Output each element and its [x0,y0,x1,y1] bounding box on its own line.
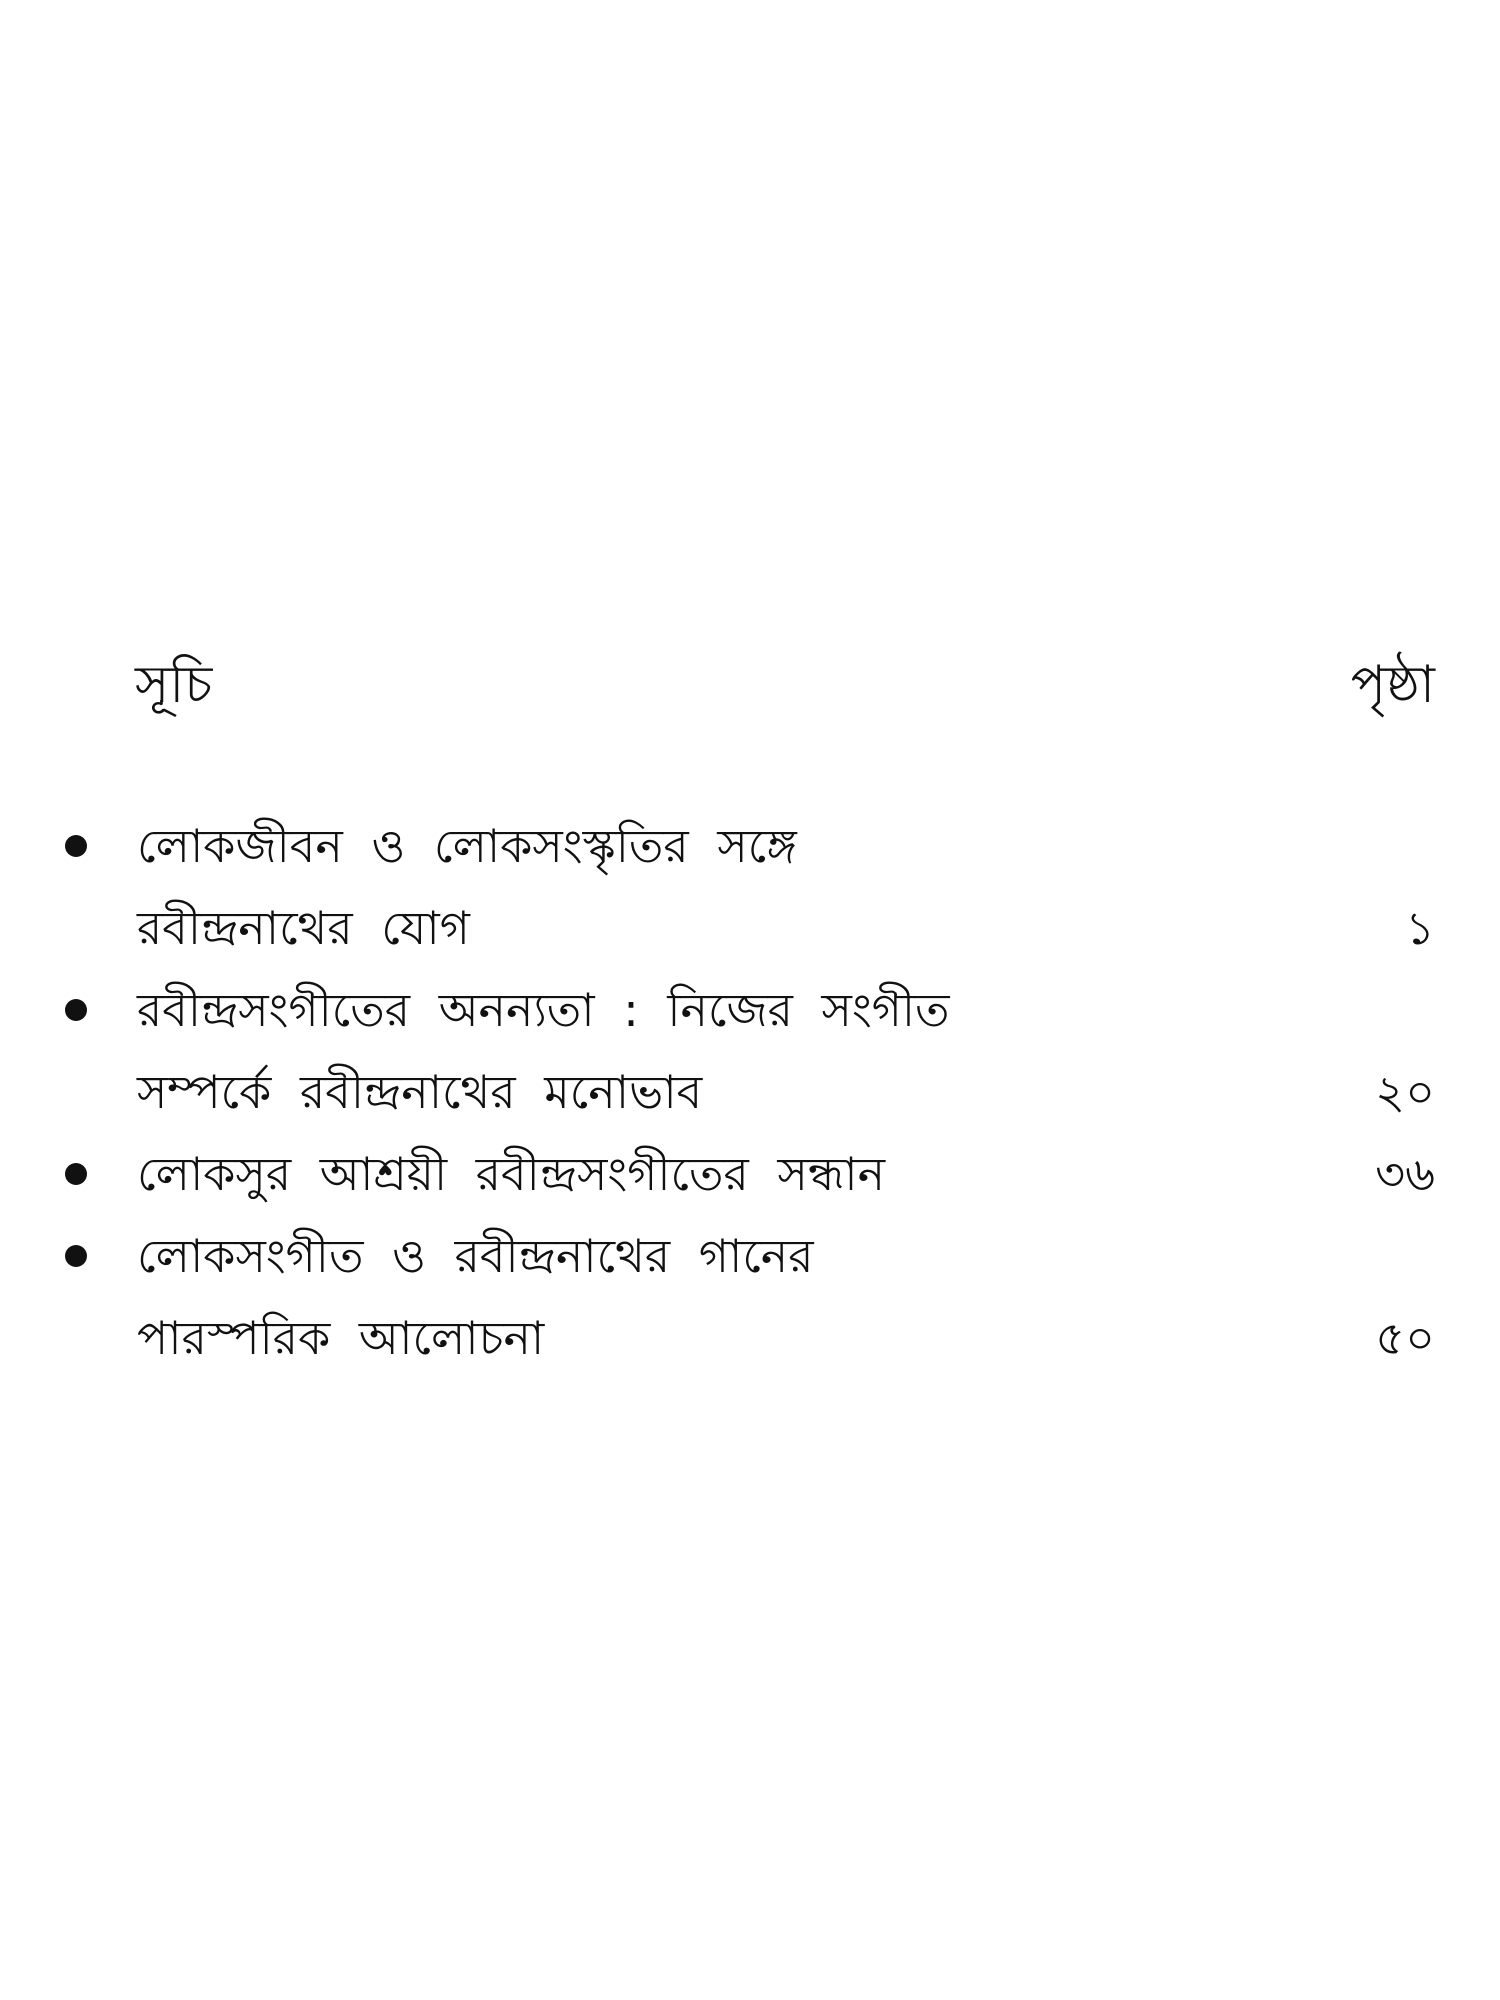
toc-entry-title: লোকজীবন ও লোকসংস্কৃতির সঙ্গে [137,819,797,873]
toc-entry-title: লোকসুর আশ্রয়ী রবীন্দ্রসংগীতের সন্ধান [137,1147,886,1201]
bullet-icon [65,835,87,857]
toc-entry-line [65,1215,1435,1297]
toc-entry [65,805,1435,969]
toc-page-number: ২০ [1375,1065,1435,1119]
toc-page-number: ৩৬ [1375,1147,1435,1201]
toc-entry [65,969,1435,1133]
contents-heading: সূচি [135,655,213,715]
toc-entry-title-continued: পারস্পরিক আলোচনা [137,1311,545,1365]
bullet-icon [65,1163,87,1185]
toc-entry-line [65,1297,1435,1379]
bullet-icon [65,999,87,1021]
toc-entry-title-continued: সম্পর্কে রবীন্দ্রনাথের মনোভাব [137,1065,703,1119]
toc-entry-title: লোকসংগীত ও রবীন্দ্রনাথের গানের [137,1229,814,1283]
toc-entry-title: রবীন্দ্রসংগীতের অনন্যতা : নিজের সংগীত [137,983,950,1037]
toc-entry-title-continued: রবীন্দ্রনাথের যোগ [137,901,470,955]
toc-entry-line [65,805,1435,887]
toc-entry-line [65,1051,1435,1133]
toc-page-number: ৫০ [1375,1311,1435,1365]
toc-entry-line [65,969,1435,1051]
toc-entry-line [65,887,1435,969]
page-column-heading: পৃষ্ঠা [1350,655,1435,715]
toc-entry [65,1215,1435,1379]
toc-heading-row [135,640,1435,730]
table-of-contents [65,805,1435,1379]
toc-page-number: ১ [1405,901,1435,955]
toc-entry-line [65,1133,1435,1215]
bullet-icon [65,1245,87,1267]
toc-entry [65,1133,1435,1215]
